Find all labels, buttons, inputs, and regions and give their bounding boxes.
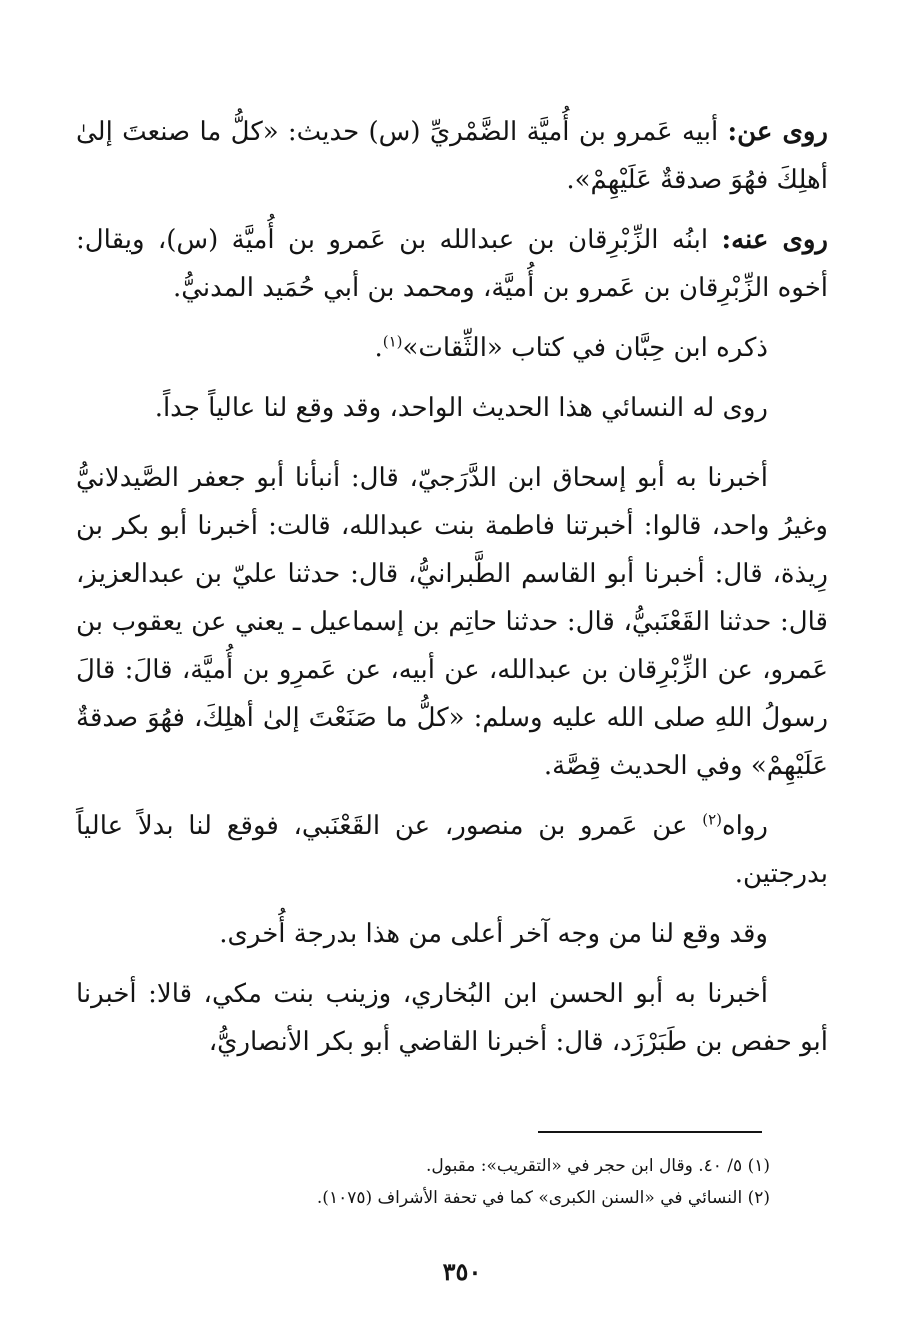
- paragraph-another-route: [76, 910, 828, 958]
- page-number: ٣٥٠: [442, 1257, 482, 1286]
- main-text: [76, 108, 828, 1078]
- paragraph-rawahu: [76, 802, 828, 898]
- footnote-2: (٢) النسائي في «السنن الكبرى» كما في تحفة الأشراف (١٠٧٥).: [316, 1188, 770, 1208]
- footnote-marker: (٢): [702, 810, 723, 829]
- paragraph-text: أخبرنا به أبو إسحاق ابن الدَّرَجيّ، قال: أنبأنا أبو جعفر الصَّيدلانيُّ وغيرُ واحد، قالوا: أخبرتنا فاطمة بنت عبدالله، قالت: أخبرنا أبو بكر بن رِيذة، قال: أخبرنا أبو القاسم الطَّبرانيُّ، قال: حدثنا عليّ بن عبدالعزيز، قال: حدثنا القَعْنَبيُّ، قال: حدثنا حاتِم بن إسماعيل ـ يعني عن يعقوب بن عَمرو، عن الزِّبْرِقان بن عبدالله، عن أبيه، عن عَمرِو بن أُميَّة، قالَ: قالَ رسولُ اللهِ صلى الله عليه وسلم: «كلُّ ما صَنَعْتَ إلىٰ أهلِكَ، فهُوَ صدقةٌ عَلَيْهِمْ» وفي الحديث قِصَّة.: [76, 463, 828, 781]
- paragraph-text: وقد وقع لنا من وجه آخر أعلى من هذا بدرجة أُخرى.: [219, 919, 768, 949]
- paragraph-isnad: [76, 454, 828, 790]
- footnotes: [120, 1150, 770, 1214]
- paragraph-tail: عن عَمرو بن منصور، عن القَعْنَبي، فوقع لنا بدلاً عالياً بدرجتين.: [76, 811, 828, 889]
- paragraph-tail: .: [374, 333, 383, 363]
- paragraph-text: رواه: [722, 811, 768, 841]
- paragraph-lead: روى عنه:: [721, 225, 828, 255]
- paragraph-nasai: [76, 384, 828, 432]
- footnote-marker: (١): [382, 332, 403, 351]
- paragraph-narrated-from: [76, 108, 828, 204]
- footnote-1: (١) ٥/ ٤٠. وقال ابن حجر في «التقريب»: مقبول.: [426, 1156, 770, 1176]
- paragraph-lead: روى عن:: [727, 117, 828, 147]
- paragraph-text: أبيه عَمرو بن أُميَّة الضَّمْريِّ (س) حديث: «كلُّ ما صنعتَ إلىٰ أهلِكَ فهُوَ صدقةٌ عَلَيْهِمْ».: [76, 117, 828, 195]
- paragraph-text: روى له النسائي هذا الحديث الواحد، وقد وقع لنا عالياً جداً.: [154, 393, 768, 423]
- paragraph-text: أخبرنا به أبو الحسن ابن البُخاري، وزينب بنت مكي، قالا: أخبرنا أبو حفص بن طَبَرْزَد، قال: أخبرنا القاضي أبو بكر الأنصاريُّ،: [76, 979, 828, 1057]
- paragraph-text: ابنُه الزِّبْرِقان بن عبدالله بن عَمرو بن أُميَّة (س)، ويقال: أخوه الزِّبْرِقان بن عَمرو بن أُميَّة، ومحمد بن أبي حُمَيد المدنيُّ.: [76, 225, 828, 303]
- footnote-divider: [538, 1131, 762, 1133]
- paragraph-narrated-by: [76, 216, 828, 312]
- paragraph-bukhari-chain: [76, 970, 828, 1066]
- paragraph-text: ذكره ابن حِبَّان في كتاب «الثِّقات»: [402, 333, 768, 363]
- paragraph-ibn-hibban: [76, 324, 828, 372]
